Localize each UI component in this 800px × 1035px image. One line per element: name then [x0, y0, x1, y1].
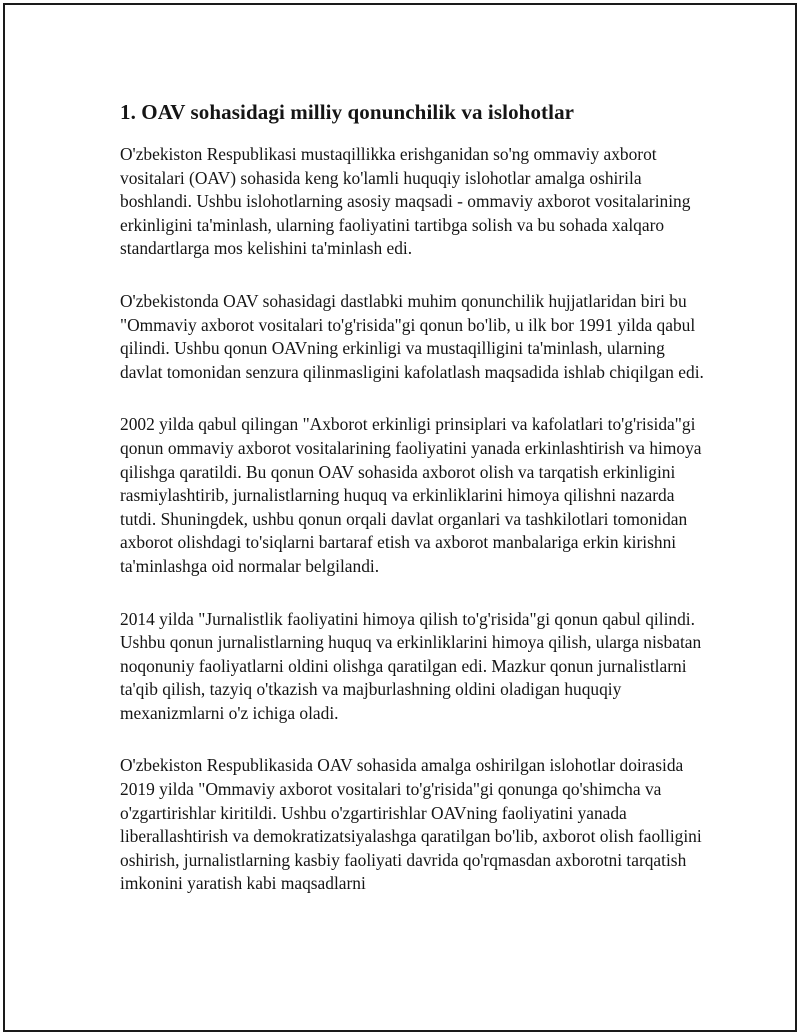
section-heading: 1. OAV sohasidagi milliy qonunchilik va islohotlar — [120, 100, 575, 124]
paragraph: O'zbekiston Respublikasi mustaqillikka erishganidan so'ng ommaviy axborot vositalari (OAV) sohasida keng ko'lamli huquqiy islohotlar amalga oshirila boshlandi. Ushbu islohotlarning asosiy maqsadi - ommaviy axborot vositalarining erkinligini ta'minlash, ularning faoliyatini tartibga solish va bu sohada xalqaro standartlarga mos kelishini ta'minlash edi. — [120, 144, 691, 259]
page-frame — [3, 3, 797, 1032]
document-body — [120, 99, 710, 896]
paragraph: 2002 yilda qabul qilingan "Axborot erkinligi prinsiplari va kafolatlari to'g'risida"gi qonun ommaviy axborot vositalarining faoliyatini yanada erkinlashtirish va himoya qilishga qaratildi. Bu qonun OAV sohasida axborot olish va tarqatish erkinligini rasmiylashtirib, jurnalistlarning huquq va erkinliklarini himoya qilishni nazarda tutdi. Shuningdek, ushbu qonun orqali davlat organlari va tashkilotlari tomonidan axborot olishdagi to'siqlarni bartaraf etish va axborot manbalariga erkin kirishni ta'minlashga oid normalar belgilandi. — [120, 414, 702, 576]
paragraph: 2014 yilda "Jurnalistlik faoliyatini himoya qilish to'g'risida"gi qonun qabul qilindi. Ushbu qonun jurnalistlarning huquq va erkinliklarini himoya qilish, ularga nisbatan noqonuniy faoliyatlarni oldini olishga qaratilgan edi. Mazkur qonun jurnalistlarni ta'qib qilish, tazyiq o'tkazish va majburlashning oldini oladigan huquqiy mexanizmlarni o'z ichiga oladi. — [120, 608, 702, 723]
paragraph: O'zbekistonda OAV sohasidagi dastlabki muhim qonunchilik hujjatlaridan biri bu "Ommaviy axborot vositalari to'g'risida"gi qonun bo'lib, u ilk bor 1991 yilda qabul qilindi. Ushbu qonun OAVning erkinligi va mustaqilligini ta'minlash, ularning davlat tomonidan senzura qilinmasligini kafolatlash maqsadida ishlab chiqilgan edi. — [120, 290, 704, 382]
paragraph: O'zbekiston Respublikasida OAV sohasida amalga oshirilgan islohotlar doirasida 2019 yilda "Ommaviy axborot vositalari to'g'risida"gi qonunga qo'shimcha va o'zgartirishlar kiritildi. Ushbu o'zgartirishlar OAVning faoliyatini yanada liberallashtirish va demokratizatsiyalashga qaratilgan bo'lib, axborot olish faolligini oshirish, jurnalistlarning kasbiy faoliyati davrida qo'rqmasdan axborotni tarqatish imkonini yaratish kabi maqsadlarni — [120, 755, 702, 894]
